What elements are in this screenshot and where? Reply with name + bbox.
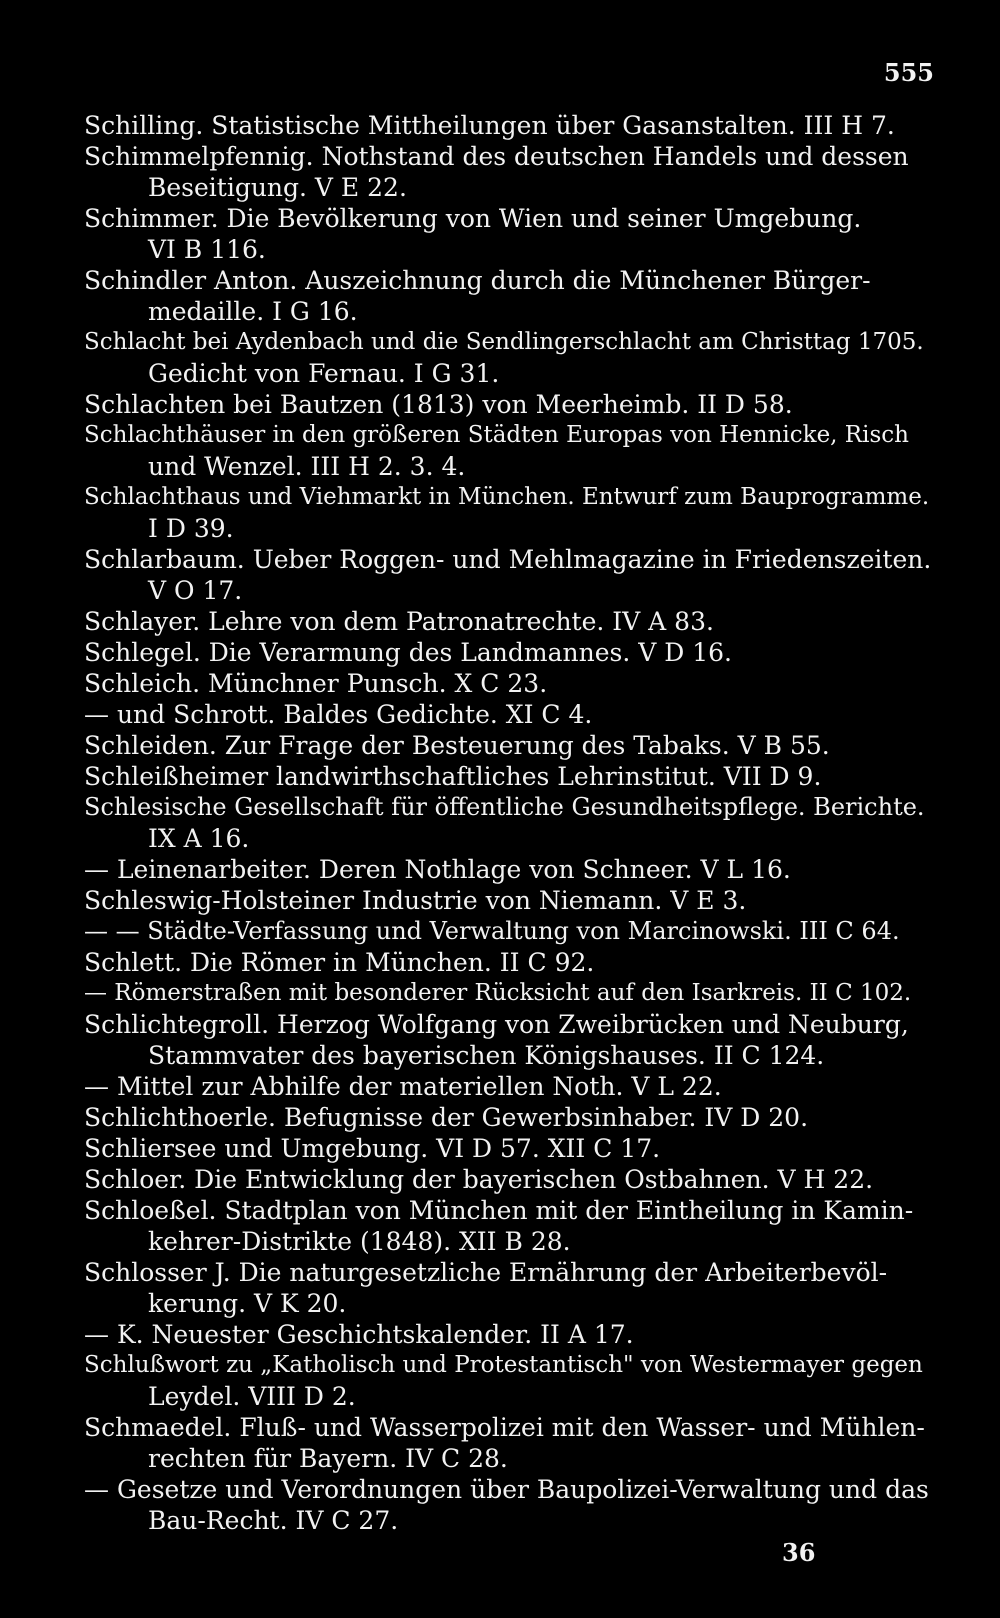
index-entry: Schlett. Die Römer in München. II C 92. — [84, 948, 595, 977]
index-entry: Schindler Anton. Auszeichnung durch die Münchener Bürger- — [84, 266, 871, 295]
index-entry-continuation: Gedicht von Fernau. I G 31. — [148, 359, 500, 388]
index-entry-continuation: Stammvater des bayerischen Königshauses. II C 124. — [148, 1041, 825, 1070]
index-entry: Schleißheimer landwirthschaftliches Lehrinstitut. VII D 9. — [84, 762, 822, 791]
index-entry: Schlosser J. Die naturgesetzliche Ernährung der Arbeiterbevöl- — [84, 1258, 888, 1287]
index-entry: Schloeßel. Stadtplan von München mit der Eintheilung in Kamin- — [84, 1196, 914, 1225]
index-entry: — — Städte-Verfassung und Verwaltung von Marcinowski. III C 64. — [84, 917, 900, 945]
index-entry-continuation: kerung. V K 20. — [148, 1289, 347, 1318]
index-entry: Schlachthäuser in den größeren Städten Europas von Hennicke, Risch — [84, 422, 909, 448]
index-entry-continuation: Bau-Recht. IV C 27. — [148, 1506, 399, 1535]
index-entries — [84, 110, 932, 1536]
index-entry: Schlußwort zu „Katholisch und Protestantisch" von Westermayer gegen — [84, 1352, 923, 1378]
index-entry: Schlegel. Die Verarmung des Landmannes. V D 16. — [84, 638, 732, 667]
index-entry: Schimmelpfennig. Nothstand des deutschen Handels und dessen — [84, 142, 909, 171]
signature-mark: 36 — [782, 1538, 816, 1567]
page-number: 555 — [883, 58, 934, 87]
index-entry: — Mittel zur Abhilfe der materiellen Noth. V L 22. — [84, 1072, 722, 1101]
index-entry: Schlayer. Lehre von dem Patronatrechte. IV A 83. — [84, 607, 714, 636]
index-entry: Schlachthaus und Viehmarkt in München. Entwurf zum Bauprogramme. — [84, 484, 930, 510]
index-entry: Schlacht bei Aydenbach und die Sendlingerschlacht am Christtag 1705. — [84, 329, 924, 355]
index-entry: Schmaedel. Fluß- und Wasserpolizei mit den Wasser- und Mühlen- — [84, 1413, 925, 1442]
index-entry: — und Schrott. Baldes Gedichte. XI C 4. — [84, 700, 593, 729]
index-entry-continuation: und Wenzel. III H 2. 3. 4. — [148, 452, 466, 481]
index-entry: Schlichthoerle. Befugnisse der Gewerbsinhaber. IV D 20. — [84, 1103, 809, 1132]
index-entry-continuation: rechten für Bayern. IV C 28. — [148, 1444, 508, 1473]
index-entry-continuation: medaille. I G 16. — [148, 297, 358, 326]
index-entry-continuation: Beseitigung. V E 22. — [148, 173, 407, 202]
index-entry: — Gesetze und Verordnungen über Baupolizei-Verwaltung und das — [84, 1475, 929, 1504]
index-entry: — Römerstraßen mit besonderer Rücksicht auf den Isarkreis. II C 102. — [84, 980, 912, 1006]
index-entry: Schleswig-Holsteiner Industrie von Niemann. V E 3. — [84, 886, 747, 915]
index-entry: Schleiden. Zur Frage der Besteuerung des Tabaks. V B 55. — [84, 731, 830, 760]
index-entry: — Leinenarbeiter. Deren Nothlage von Schneer. V L 16. — [84, 855, 791, 884]
index-entry-continuation: Leydel. VIII D 2. — [148, 1382, 356, 1411]
index-entry: Schilling. Statistische Mittheilungen über Gasanstalten. III H 7. — [84, 111, 895, 140]
index-entry: Schlichtegroll. Herzog Wolfgang von Zweibrücken und Neuburg, — [84, 1010, 909, 1039]
index-entry-continuation: IX A 16. — [148, 824, 250, 853]
index-entry-continuation: VI B 116. — [148, 235, 266, 264]
index-entry: Schliersee und Umgebung. VI D 57. XII C 17. — [84, 1134, 661, 1163]
index-entry: — K. Neuester Geschichtskalender. II A 17. — [84, 1320, 634, 1349]
index-entry: Schloer. Die Entwicklung der bayerischen Ostbahnen. V H 22. — [84, 1165, 874, 1194]
index-entry-continuation: V O 17. — [148, 576, 243, 605]
index-entry: Schlachten bei Bautzen (1813) von Meerheimb. II D 58. — [84, 390, 793, 419]
index-entry: Schleich. Münchner Punsch. X C 23. — [84, 669, 548, 698]
index-entry: Schlesische Gesellschaft für öffentliche Gesundheitspflege. Berichte. — [84, 793, 925, 821]
index-entry-continuation: kehrer-Distrikte (1848). XII B 28. — [148, 1227, 571, 1256]
index-entry: Schimmer. Die Bevölkerung von Wien und seiner Umgebung. — [84, 204, 862, 233]
index-entry-continuation: I D 39. — [148, 514, 234, 543]
index-entry: Schlarbaum. Ueber Roggen- und Mehlmagazine in Friedenszeiten. — [84, 545, 932, 574]
